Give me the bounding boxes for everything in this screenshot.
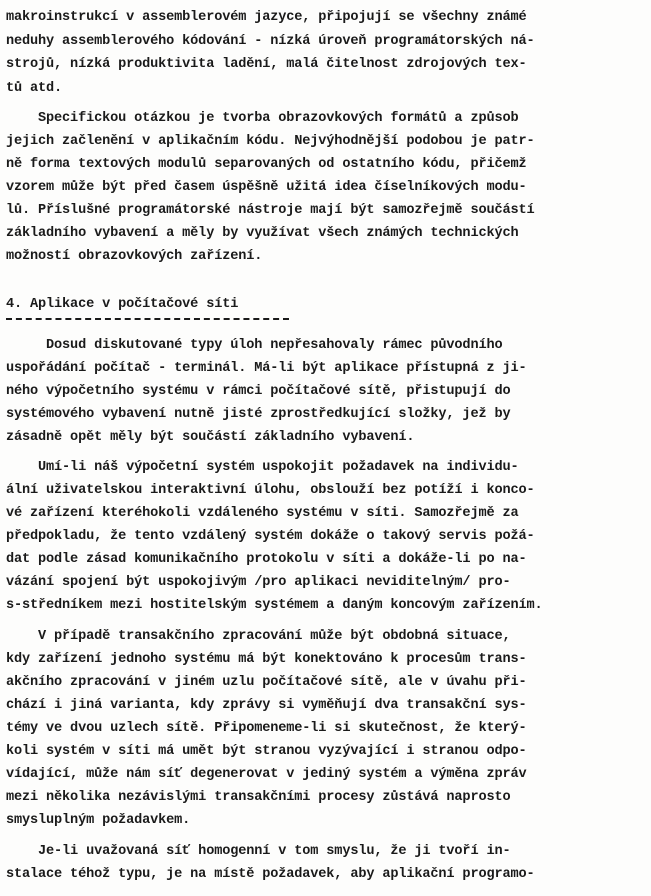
text-line: smysluplným požadavkem. — [6, 813, 191, 828]
text-line: možností obrazovkových zařízení. — [6, 249, 263, 264]
text-line: ně forma textových modulů separovaných od ostatního kódu, přičemž — [6, 157, 527, 172]
text-line: ální uživatelskou interaktivní úlohu, obslouží bez potíží i konco- — [6, 483, 535, 498]
section-heading: 4. Aplikace v počítačové síti — [6, 297, 239, 312]
text-line: V případě transakčního zpracování může být obdobná situace, — [6, 629, 511, 644]
text-line: dat podle zásad komunikačního protokolu v síti a dokáže-li po na- — [6, 552, 527, 567]
text-line: vídající, může nám síť degenerovat v jediný systém a výměna zpráv — [6, 767, 527, 782]
text-line: uspořádání počítač - terminál. Má-li být aplikace přístupná z ji- — [6, 361, 527, 376]
text-line: vé zařízení kteréhokoli vzdáleného systému v síti. Samozřejmě za — [6, 506, 519, 521]
text-line: s-středníkem mezi hostitelským systémem a daným koncovým zařízením. — [6, 598, 543, 613]
text-line: ného výpočetního systému v rámci počítačové sítě, přistupují do — [6, 384, 511, 399]
text-line: tů atd. — [6, 81, 63, 96]
text-line: chází i jiná varianta, kdy zprávy si vyměňují dva transakční sys- — [6, 698, 527, 713]
text-line: mezi několika nezávislými transakčními procesy zůstává naprosto — [6, 790, 511, 805]
text-line: systémového vybavení nutně jisté zprostředkující složky, jež by — [6, 407, 511, 422]
text-line: předpokladu, že tento vzdálený systém dokáže o takový servis požá- — [6, 529, 535, 544]
text-line: zásadně opět měly být součástí základního vybavení. — [6, 430, 415, 445]
text-line: koli systém v síti má umět být stranou vyzývající i stranou odpo- — [6, 744, 527, 759]
text-line: témy ve dvou uzlech sítě. Připomeneme-li si skutečnost, že který- — [6, 721, 527, 736]
text-line: Dosud diskutované typy úloh nepřesahovaly rámec původního — [6, 338, 503, 353]
text-line: stalace téhož typu, je na místě požadavek, aby aplikační programo- — [6, 867, 535, 882]
text-line: Umí-li náš výpočetní systém uspokojit požadavek na individu- — [6, 460, 519, 475]
text-line: vzorem může být před časem úspěšně užitá idea číselníkových modu- — [6, 180, 527, 195]
text-line: akčního zpracování v jiném uzlu počítačové sítě, ale v úvahu při- — [6, 675, 527, 690]
text-line: vázání spojení být uspokojivým /pro aplikaci neviditelným/ pro- — [6, 575, 511, 590]
heading-underline — [6, 318, 289, 320]
text-line: kdy zařízení jednoho systému má být konektováno k procesům trans- — [6, 652, 527, 667]
text-line: makroinstrukcí v assemblerovém jazyce, připojují se všechny známé — [6, 10, 527, 25]
text-line: neduhy assemblerového kódování - nízká úroveň programátorských ná- — [6, 34, 535, 49]
text-line: Je-li uvažovaná síť homogenní v tom smyslu, že ji tvoří in- — [6, 844, 511, 859]
text-line: jejich začlenění v aplikačním kódu. Nejvýhodnější podobou je patr- — [6, 134, 535, 149]
text-line: základního vybavení a měly by využívat všech známých technických — [6, 226, 519, 241]
text-line: lů. Příslušné programátorské nástroje mají být samozřejmě součástí — [6, 203, 535, 218]
text-line: strojů, nízká produktivita ladění, malá čitelnost zdrojových tex- — [6, 57, 527, 72]
text-line: Specifickou otázkou je tvorba obrazovkových formátů a způsob — [6, 111, 519, 126]
